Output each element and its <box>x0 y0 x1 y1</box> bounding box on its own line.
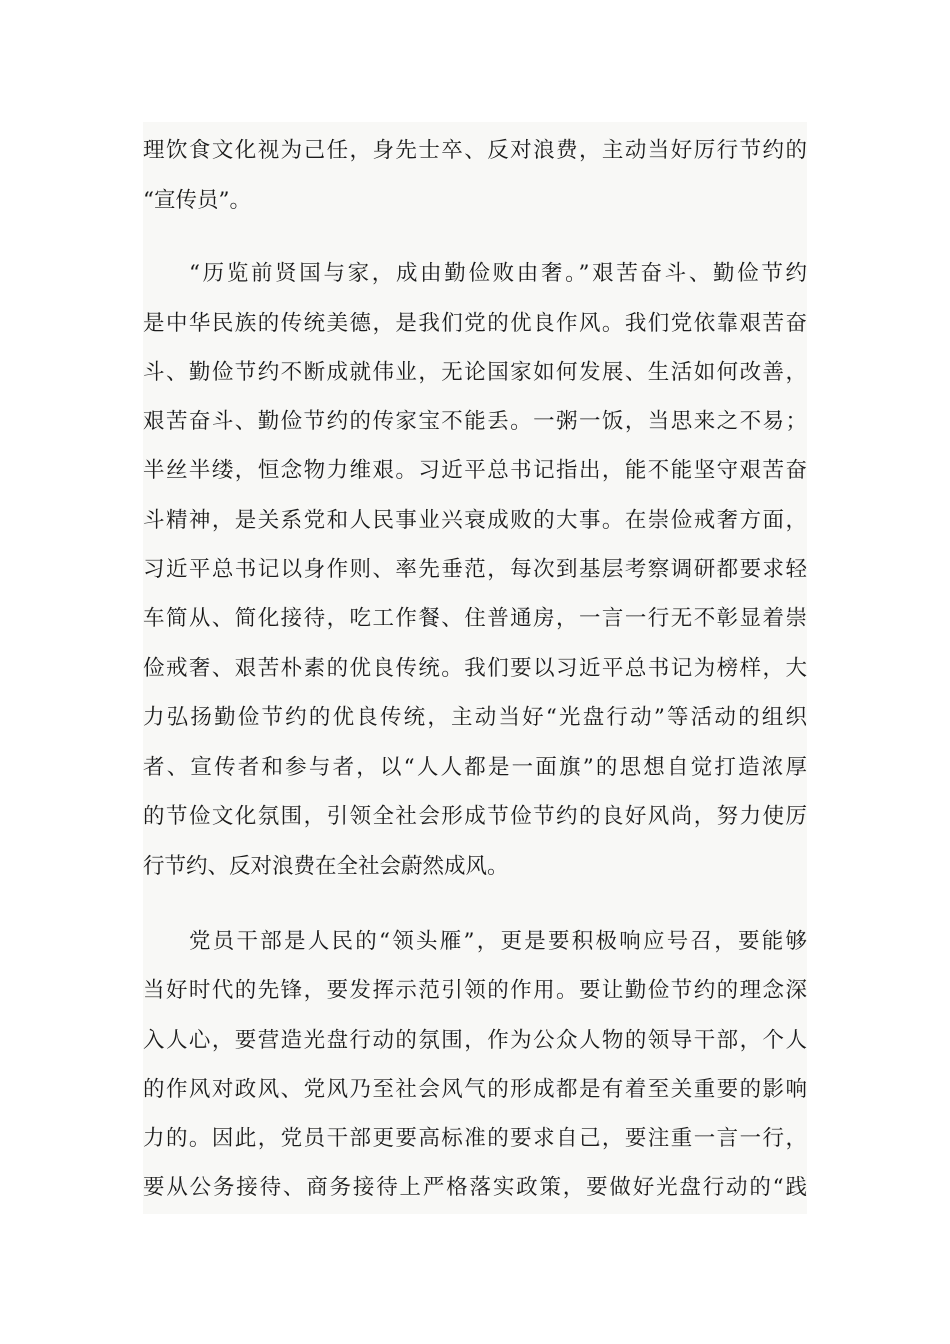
text-line: 斗、勤俭节约不断成就伟业，无论国家如何发展、生活如何改善， <box>143 360 807 385</box>
document-text-block <box>143 122 807 1214</box>
text-line: 理饮食文化视为己任，身先士卒、反对浪费，主动当好厉行节约的 <box>143 138 807 163</box>
text-line: 的作风对政风、党风乃至社会风气的形成都是有着至关重要的影响 <box>143 1077 807 1102</box>
text-line: 俭戒奢、艰苦朴素的优良传统。我们要以习近平总书记为榜样，大 <box>143 656 807 681</box>
text-line: 力的。因此，党员干部更要高标准的要求自己，要注重一言一行， <box>143 1126 807 1151</box>
text-line: 力弘扬勤俭节约的优良传统，主动当好“光盘行动”等活动的组织 <box>143 705 807 730</box>
text-line: 的节俭文化氛围，引领全社会形成节俭节约的良好风尚，努力使厉 <box>143 804 807 829</box>
text-line: 半丝半缕，恒念物力维艰。习近平总书记指出，能不能坚守艰苦奋 <box>143 458 807 483</box>
text-line: 是中华民族的传统美德，是我们党的优良作风。我们党依靠艰苦奋 <box>143 311 807 336</box>
text-line: 艰苦奋斗、勤俭节约的传家宝不能丢。一粥一饭，当思来之不易； <box>143 409 807 434</box>
text-line: 斗精神，是关系党和人民事业兴衰成败的大事。在崇俭戒奢方面， <box>143 508 807 533</box>
text-line: 党员干部是人民的“领头雁”，更是要积极响应号召，要能够 <box>189 929 807 954</box>
text-line: 行节约、反对浪费在全社会蔚然成风。 <box>143 854 509 879</box>
text-line: 习近平总书记以身作则、率先垂范，每次到基层考察调研都要求轻 <box>143 557 807 582</box>
text-line: “历览前贤国与家，成由勤俭败由奢。”艰苦奋斗、勤俭节约 <box>189 261 807 286</box>
text-line: “宣传员”。 <box>143 188 251 213</box>
text-line: 车简从、简化接待，吃工作餐、住普通房，一言一行无不彰显着崇 <box>143 606 807 631</box>
text-line: 要从公务接待、商务接待上严格落实政策，要做好光盘行动的“践 <box>143 1175 807 1200</box>
text-line: 者、宣传者和参与者，以“人人都是一面旗”的思想自觉打造浓厚 <box>143 755 807 780</box>
text-line: 当好时代的先锋，要发挥示范引领的作用。要让勤俭节约的理念深 <box>143 978 807 1003</box>
text-line: 入人心，要营造光盘行动的氛围，作为公众人物的领导干部，个人 <box>143 1028 807 1053</box>
